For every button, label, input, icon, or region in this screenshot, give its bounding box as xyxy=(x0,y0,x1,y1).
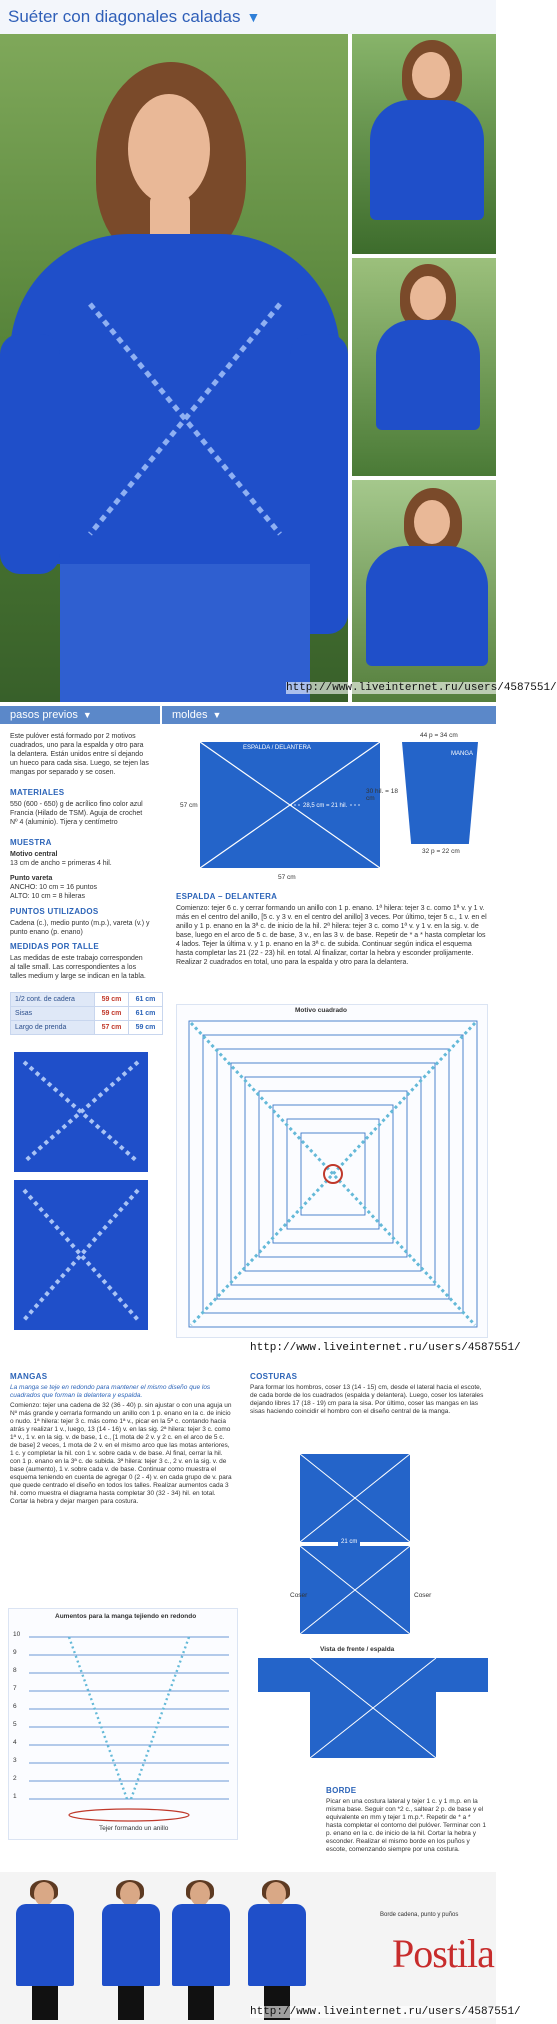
openwork-x-pattern xyxy=(14,1052,148,1172)
face xyxy=(128,94,210,204)
costuras-text: Para formar los hombros, coser 13 (14 - 15) cm, desde el lateral hacia el escote, de cada borde de los cuadrados (espalda y delantera). Luego, coser los laterales dejando libres 17 (18 - 19) cm para la sisa. Por último, coser las mangas en las sisas haciendo coincidir el hombro con el diseño central de la manga. xyxy=(250,1384,484,1415)
chevron-down-icon: ▼ xyxy=(246,9,261,25)
row-number-column xyxy=(13,1631,25,1811)
tab-label: moldes xyxy=(172,709,208,721)
espalda-title: ESPALDA – DELANTERA xyxy=(176,892,278,901)
vista-title: Vista de frente / espalda xyxy=(320,1646,395,1653)
sweater xyxy=(370,100,484,220)
sleeve-chart xyxy=(8,1608,238,1840)
face xyxy=(412,52,450,98)
sleeve-chart-title: Aumentos para la manga tejiendo en redondo xyxy=(55,1613,197,1620)
swatch-square-1 xyxy=(14,1052,148,1172)
table-row xyxy=(11,993,163,1007)
puntos-title: PUNTOS UTILIZADOS xyxy=(10,907,99,916)
side-photo-1 xyxy=(352,34,496,254)
watermark-middle: http://www.liveinternet.ru/users/4587551/ xyxy=(250,1342,521,1354)
manga-side: 30 hil. = 18 cm xyxy=(366,788,398,802)
costuras-square-top xyxy=(300,1454,410,1542)
costuras-coser-left: Coser xyxy=(290,1592,308,1599)
punto-vareta-label: Punto vareta xyxy=(10,875,53,882)
row-number: 6 xyxy=(13,1703,17,1710)
side-photo-2 xyxy=(352,258,496,476)
row-label: Largo de prenda xyxy=(11,1021,95,1035)
tab-pasos-previos: pasos previos ▼ xyxy=(0,706,160,724)
puntos-text: Cadena (c.), medio punto (m.p.), vareta (v.) y punto enano (p. enano) xyxy=(10,920,150,936)
ancho-text: ANCHO: 10 cm = 16 puntos xyxy=(10,884,97,891)
page-title: Suéter con diagonales caladas xyxy=(8,7,241,26)
ref-caption: Borde cadena, punto y puños xyxy=(380,1912,459,1918)
model-photo xyxy=(14,1882,76,2020)
motivo-central-text: 13 cm de ancho = primeras 4 hil. xyxy=(10,860,112,867)
mold-diagonals xyxy=(200,742,380,868)
model-photo xyxy=(170,1882,232,2020)
mold-front-back xyxy=(200,742,380,868)
main-photo xyxy=(0,34,348,702)
motivo-central-label: Motivo central xyxy=(10,851,58,858)
vista-body xyxy=(310,1658,436,1758)
sweater xyxy=(376,320,480,430)
muestra-title: MUESTRA xyxy=(10,838,52,847)
row-number: 1 xyxy=(13,1793,17,1800)
size-large: 59 cm xyxy=(129,1021,163,1035)
face xyxy=(410,276,446,320)
costuras-dim: 21 cm xyxy=(338,1538,360,1546)
size-medium: 59 cm xyxy=(95,1007,129,1021)
row-number: 7 xyxy=(13,1685,17,1692)
row-number: 3 xyxy=(13,1757,17,1764)
row-number: 4 xyxy=(13,1739,17,1746)
intro-text: Este pulóver está formado por 2 motivos cuadrados, uno para la espalda y otro para la delantera. Están unidos entre sí dejando un hueco para cada sisa. Luego, se tejen las mangas por separado y se cosen. xyxy=(10,733,149,776)
mangas-title: MANGAS xyxy=(10,1372,48,1381)
row-number: 9 xyxy=(13,1649,17,1656)
row-label: Sisas xyxy=(11,1007,95,1021)
face xyxy=(414,500,450,544)
table-row xyxy=(11,1007,163,1021)
tab-moldes: moldes ▼ xyxy=(162,706,496,724)
sleeve-stitch-grid xyxy=(9,1609,239,1841)
size-medium: 59 cm xyxy=(95,993,129,1007)
borde-title: BORDE xyxy=(326,1786,357,1795)
pattern-page-1 xyxy=(0,702,521,1358)
watermark-bottom: http://www.liveinternet.ru/users/4587551/ xyxy=(250,2006,521,2018)
borde-text: Picar en una costura lateral y tejer 1 c. y 1 m.p. en la misma base. Seguir con *2 c., saltear 2 p. de base y el equivalente en mm y tejer 1 m.p.*. Repetir de * a * hasta completar el contorno del pulóver. Terminar con 1 p. enano en la c. de inicio de la hil. Cortar la hebra y esconder. Realizar el mismo borde en los puños y escote, comenzando siempre por una costura. xyxy=(326,1798,486,1853)
manga-label: MANGA xyxy=(451,751,474,757)
sweater-hem xyxy=(60,564,310,702)
costuras-coser-right: Coser xyxy=(414,1592,432,1599)
model-photo xyxy=(100,1882,162,2020)
sweater xyxy=(366,546,488,666)
row-number: 8 xyxy=(13,1667,17,1674)
row-number: 2 xyxy=(13,1775,17,1782)
size-large: 61 cm xyxy=(129,993,163,1007)
row-number: 10 xyxy=(13,1631,21,1638)
row-number: 5 xyxy=(13,1721,17,1728)
materiales-title: MATERIALES xyxy=(10,788,65,797)
manga-top: 44 p = 34 cm xyxy=(420,732,458,739)
mold-width: 57 cm xyxy=(278,874,296,881)
manga-bottom: 32 p = 22 cm xyxy=(422,848,460,855)
mold-diagonals xyxy=(310,1658,436,1758)
diagonal-openwork xyxy=(70,284,300,554)
chart-title: Motivo cuadrado xyxy=(295,1007,348,1014)
costuras-title: COSTURAS xyxy=(250,1372,298,1381)
sweater-sleeve-left xyxy=(0,334,60,574)
postila-logo: Postila xyxy=(392,1931,494,1976)
side-photo-3 xyxy=(352,480,496,702)
costuras-square-bottom xyxy=(300,1546,410,1634)
crochet-chart-square xyxy=(177,1005,489,1339)
motivo-cuadrado-chart xyxy=(176,1004,488,1338)
size-large: 61 cm xyxy=(129,1007,163,1021)
espalda-text: Comienzo: tejer 6 c. y cerrar formando un anillo con 1 p. enano. 1ª hilera: tejer 3 c. como 1ª v. y 1 v. más en el centro del anillo, [5 c. y 3 v. en el centro del anillo] 3 veces. Por último, tejer 5 c., 1 v. en el anillo y 1 p. enano en la 3ª c. de inicio de la hil. 2ª hilera: tejer 3 c. como 1ª v. y 1 v. en la sig. v. de base, luego en el arco de 5 c. de base, 3 v., en las 3 v. de base. Repetir de * a * hasta completar los 4 lados. Tejer la última v. y 1 p. enano en la 3ª c. de subida. Continuar según indica el esquema hasta completar las 21 (22 - 23) hil. en total. Al finalizar, cortar la hebra y esconder prolijamente. Realizar 2 cuadrados en total, uno para la espalda y otro para la delantera. xyxy=(176,905,487,966)
size-table xyxy=(10,992,163,1035)
sleeve-chart-bottom: Tejer formando un anillo xyxy=(99,1825,169,1832)
materiales-text: 550 (600 - 650) g de acrílico fino color azul Francia (Hilado de TSM). Aguja de crochet Nº 4 (aluminio). Tijera y centímetro xyxy=(10,801,143,826)
swatch-square-2 xyxy=(14,1180,148,1330)
mold-diagonals xyxy=(300,1546,410,1634)
mold-diagonals xyxy=(300,1454,410,1542)
mangas-text: Comienzo: tejer una cadena de 32 (36 - 40) p. sin ajustar o con una aguja un Nº más grande y cerrarla formando un anillo con 1 p. enano en la c. de inicio o nudo. 1ª hilera: tejer 3 c. más como 1ª v., picar en la 5ª c. contando hacia atrás y realizar 1 v., luego, 13 (14 - 16) v. en las sig. 2ª hilera: tejer 3 c. como 1ª v., 1 v. en la sig. v. de base, 1 c., [1 mota de 2 v. y 2 c. en el arco de 5 c. de base] 2 veces, 1 mota de 2 v. en el mismo arco que las motas anteriores, 1 c. y completar la hil. con 1 v. sobre cada v. de base. Al final, cerrar la hil. con 1 p. enano en la 3ª c. de subida. 3ª hilera: tejer 3 c., 2 v. en la sig. v. de base (aumento), 1 v. sobre cada v. de base. Continuar como muestra el esquema teniendo en cuenta de agregar 0 (2 - 4) v. en cada grupo de v. para que quede centrado el diseño en todos los talles. Realizar aumentos cada 3 hil. como muestra el diagrama hasta completar 30 (32 - 34) hil. en total. Cortar la hebra y dejar margen para costura. xyxy=(10,1402,232,1505)
medidas-text: Las medidas de este trabajo corresponden al talle small. Las correspondientes a los talles medium y large se indican en la tabla. xyxy=(10,955,146,980)
watermark-top: http://www.liveinternet.ru/users/4587551/ xyxy=(286,682,557,694)
size-medium: 57 cm xyxy=(95,1021,129,1035)
model-photo xyxy=(246,1882,308,2020)
alto-text: ALTO: 10 cm = 8 hileras xyxy=(10,893,86,900)
title-bar xyxy=(0,0,496,34)
row-label: 1/2 cont. de cadera xyxy=(11,993,95,1007)
pattern-page-2 xyxy=(0,1358,496,1872)
mold-front-label: ESPALDA / DELANTERA xyxy=(240,744,314,752)
mold-front-inner: 28,5 cm = 21 hil. xyxy=(300,802,350,810)
openwork-x-pattern xyxy=(14,1180,148,1330)
mangas-intro: La manga se teje en redondo para mantener el mismo diseño que los cuadrados que forman la delantera y espalda. xyxy=(10,1384,211,1399)
medidas-title: MEDIDAS POR TALLE xyxy=(10,942,99,951)
tab-label: pasos previos xyxy=(10,709,78,721)
table-row xyxy=(11,1021,163,1035)
mold-height: 57 cm xyxy=(180,802,198,809)
